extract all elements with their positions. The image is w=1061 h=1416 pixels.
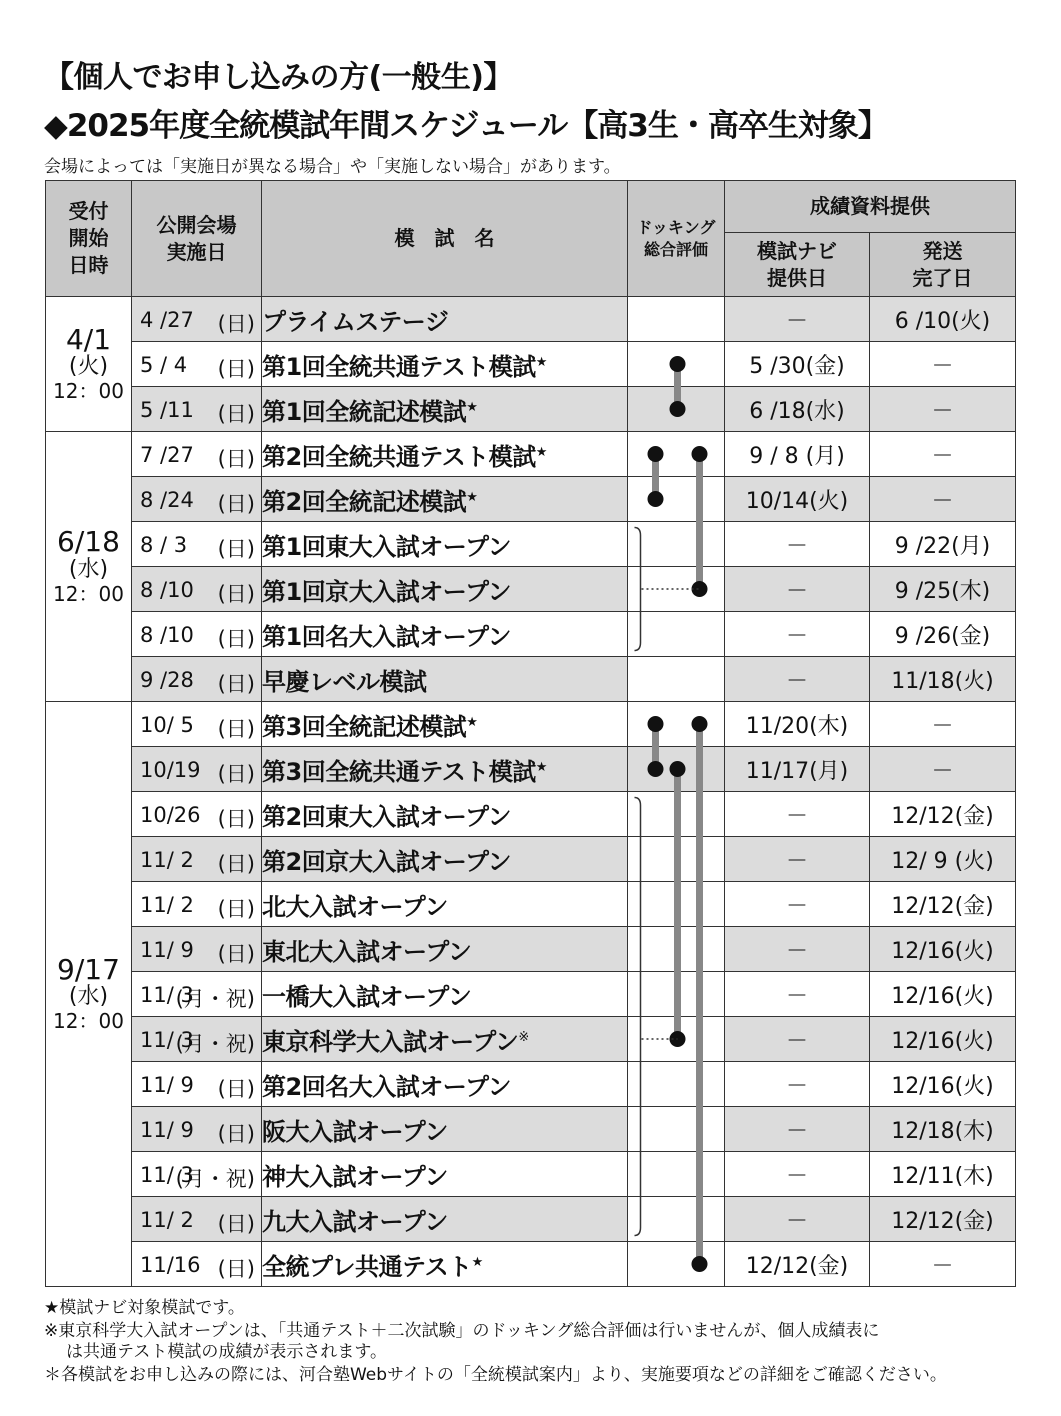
send-date: 12/11(木) <box>870 1152 1016 1197</box>
send-date: － <box>870 432 1016 477</box>
footnote-kome-1: ※東京科学大入試オープンは、「共通テスト＋二次試験」のドッキング総合評価は行いませんが、個人成績表に <box>44 1321 880 1341</box>
exam-date: 5 / 4 <box>140 353 188 377</box>
exam-name-cell <box>262 1062 628 1107</box>
exam-date-cell <box>132 837 262 882</box>
send-date: 11/18(火) <box>870 657 1016 702</box>
exam-date: 11/ 3 <box>140 1028 194 1052</box>
send-date: － <box>870 702 1016 747</box>
reception-day: (火) <box>68 354 109 380</box>
exam-name: 一橋大入試オープン <box>262 982 472 1011</box>
navi-date: － <box>725 792 870 837</box>
exam-weekday: (月・祝) <box>175 987 255 1011</box>
table-row <box>46 387 1016 432</box>
table-row <box>46 882 1016 927</box>
exam-name: 第2回全統記述模試 <box>262 487 467 516</box>
exam-name: 東北大入試オープン <box>262 937 472 966</box>
table-row <box>46 477 1016 522</box>
docking-cell <box>628 1062 725 1107</box>
footnote-star: ★模試ナビ対象模試です。 <box>44 1298 245 1318</box>
exam-weekday: (日) <box>217 762 255 786</box>
send-date: － <box>870 1242 1016 1287</box>
navi-date: － <box>725 1062 870 1107</box>
exam-weekday: (日) <box>217 627 255 651</box>
reception-cell <box>46 297 132 432</box>
exam-name: 北大入試オープン <box>262 892 448 921</box>
exam-weekday: (日) <box>217 897 255 921</box>
send-date: 9 /25(木) <box>870 567 1016 612</box>
send-date: 12/12(金) <box>870 1197 1016 1242</box>
table-row <box>46 567 1016 612</box>
exam-date: 11/ 3 <box>140 1163 194 1187</box>
navi-date: － <box>725 297 870 342</box>
navi-date: － <box>725 972 870 1017</box>
exam-date: 8 /10 <box>140 623 194 647</box>
navi-date: 9 / 8 (月) <box>725 432 870 477</box>
exam-weekday: (日) <box>217 447 255 471</box>
exam-date: 11/ 9 <box>140 1073 194 1097</box>
send-date: 12/12(金) <box>870 792 1016 837</box>
exam-date-cell <box>132 432 262 477</box>
navi-date: － <box>725 837 870 882</box>
docking-cell <box>628 792 725 837</box>
exam-name-cell <box>262 1197 628 1242</box>
table-row <box>46 342 1016 387</box>
exam-date-cell <box>132 792 262 837</box>
reception-date: 4/1 <box>65 322 112 356</box>
exam-name: 第1回全統記述模試 <box>262 397 467 426</box>
navi-date: 11/17(月) <box>725 747 870 792</box>
docking-cell <box>628 612 725 657</box>
header-date: 公開会場 実施日 <box>132 181 262 297</box>
navi-date: － <box>725 927 870 972</box>
exam-weekday: (日) <box>217 357 255 381</box>
send-date: 12/18(木) <box>870 1107 1016 1152</box>
exam-name-cell <box>262 747 628 792</box>
exam-weekday: (日) <box>217 582 255 606</box>
docking-cell <box>628 972 725 1017</box>
exam-date: 10/ 5 <box>140 713 194 737</box>
table-row <box>46 1242 1016 1287</box>
exam-name-cell <box>262 1242 628 1287</box>
footnote-kome-2: は共通テスト模試の成績が表示されます。 <box>66 1342 387 1362</box>
exam-date-cell <box>132 1107 262 1152</box>
exam-date-cell <box>132 657 262 702</box>
table-row <box>46 612 1016 657</box>
table-row <box>46 702 1016 747</box>
table-row <box>46 1107 1016 1152</box>
exam-name-cell <box>262 657 628 702</box>
exam-name-cell <box>262 837 628 882</box>
docking-cell <box>628 297 725 342</box>
exam-date: 8 /10 <box>140 578 194 602</box>
exam-weekday: (日) <box>217 807 255 831</box>
navi-date: 11/20(木) <box>725 702 870 747</box>
exam-name-cell <box>262 297 628 342</box>
docking-cell <box>628 1152 725 1197</box>
exam-date: 10/26 <box>140 803 201 827</box>
exam-name: 早慶レベル模試 <box>262 667 427 696</box>
exam-name-cell <box>262 882 628 927</box>
navi-date: － <box>725 1197 870 1242</box>
exam-date-cell <box>132 477 262 522</box>
docking-cell <box>628 1017 725 1062</box>
exam-weekday: (日) <box>217 402 255 426</box>
send-date: － <box>870 747 1016 792</box>
exam-name-cell <box>262 1017 628 1062</box>
exam-date-cell <box>132 387 262 432</box>
exam-mark: ★ <box>535 444 547 460</box>
exam-date: 11/ 2 <box>140 1208 194 1232</box>
exam-date: 7 /27 <box>140 443 194 467</box>
exam-weekday: (日) <box>217 672 255 696</box>
exam-name-cell <box>262 702 628 747</box>
navi-date: 5 /30(金) <box>725 342 870 387</box>
reception-date: 6/18 <box>57 525 120 558</box>
exam-name-cell <box>262 792 628 837</box>
exam-name: 阪大入試オープン <box>262 1117 448 1146</box>
header-send: 発送 完了日 <box>870 233 1016 297</box>
navi-date: 6 /18(水) <box>725 387 870 432</box>
exam-date-cell <box>132 927 262 972</box>
exam-weekday: (日) <box>217 1212 255 1236</box>
exam-weekday: (日) <box>217 312 255 336</box>
exam-date: 10/19 <box>140 758 201 782</box>
exam-name: プライムステージ <box>262 307 449 336</box>
exam-name-cell <box>262 432 628 477</box>
table-row <box>46 837 1016 882</box>
navi-date: － <box>725 522 870 567</box>
exam-name: 第2回全統共通テスト模試 <box>262 442 536 471</box>
exam-date: 11/ 9 <box>140 938 194 962</box>
exam-date-cell <box>132 567 262 612</box>
exam-name: 第2回名大入試オープン <box>262 1072 512 1101</box>
exam-weekday: (日) <box>217 1077 255 1101</box>
exam-date: 11/ 9 <box>140 1118 194 1142</box>
docking-cell <box>628 882 725 927</box>
send-date: － <box>870 342 1016 387</box>
exam-date: 11/ 2 <box>140 893 194 917</box>
send-date: 12/16(火) <box>870 1062 1016 1107</box>
docking-cell <box>628 567 725 612</box>
navi-date: － <box>725 612 870 657</box>
exam-date: 5 /11 <box>140 398 194 422</box>
exam-name-cell <box>262 477 628 522</box>
reception-cell <box>46 702 132 1287</box>
exam-name: 第2回東大入試オープン <box>262 802 512 831</box>
exam-date-cell <box>132 972 262 1017</box>
exam-mark: ★ <box>466 714 478 730</box>
exam-date: 11/ 3 <box>140 983 194 1007</box>
table-row <box>46 972 1016 1017</box>
navi-date: － <box>725 567 870 612</box>
navi-date: 10/14(火) <box>725 477 870 522</box>
exam-weekday: (日) <box>217 717 255 741</box>
exam-name: 第1回東大入試オープン <box>262 532 512 561</box>
exam-mark: ★ <box>466 489 478 505</box>
exam-mark: ★ <box>466 399 478 415</box>
exam-name-cell <box>262 342 628 387</box>
reception-time: 12：00 <box>53 379 124 404</box>
exam-date-cell <box>132 882 262 927</box>
exam-weekday: (日) <box>217 942 255 966</box>
send-date: 6 /10(火) <box>870 297 1016 342</box>
navi-date: － <box>725 1107 870 1152</box>
exam-date: 9 /28 <box>140 668 194 692</box>
navi-date: － <box>725 1152 870 1197</box>
table-row <box>46 657 1016 702</box>
table-row <box>46 432 1016 477</box>
exam-name-cell <box>262 1152 628 1197</box>
exam-date-cell <box>132 1062 262 1107</box>
exam-weekday: (日) <box>217 852 255 876</box>
navi-date: － <box>725 1017 870 1062</box>
schedule-table <box>45 180 1016 1287</box>
exam-mark: ※ <box>518 1029 529 1045</box>
exam-name-cell <box>262 927 628 972</box>
docking-cell <box>628 387 725 432</box>
docking-cell <box>628 927 725 972</box>
table-row <box>46 1017 1016 1062</box>
exam-weekday: (日) <box>217 537 255 561</box>
exam-name: 全統プレ共通テスト <box>262 1252 472 1281</box>
header-navi: 模試ナビ 提供日 <box>725 233 870 297</box>
reception-cell <box>46 432 132 702</box>
exam-date-cell <box>132 747 262 792</box>
exam-date-cell <box>132 522 262 567</box>
exam-weekday: (日) <box>217 1257 255 1281</box>
exam-name: 第1回京大入試オープン <box>262 577 512 606</box>
table-row <box>46 792 1016 837</box>
exam-date: 4 /27 <box>140 308 194 332</box>
table-row <box>46 747 1016 792</box>
exam-name-cell <box>262 972 628 1017</box>
page-title-line2: ◆2025年度全統模試年間スケジュール【高3生・高卒生対象】 <box>44 108 888 144</box>
docking-cell <box>628 747 725 792</box>
exam-mark: ★ <box>535 354 547 370</box>
exam-name-cell <box>262 612 628 657</box>
exam-mark: ★ <box>471 1254 483 1270</box>
send-date: 12/16(火) <box>870 1017 1016 1062</box>
page-title-line1: 【個人でお申し込みの方(一般生)】 <box>44 60 513 95</box>
docking-cell <box>628 477 725 522</box>
exam-name: 第2回京大入試オープン <box>262 847 512 876</box>
exam-date-cell <box>132 1017 262 1062</box>
exam-weekday: (日) <box>217 492 255 516</box>
exam-name: 第1回名大入試オープン <box>262 622 512 651</box>
reception-day: (水) <box>68 556 109 582</box>
reception-date: 9/17 <box>57 952 120 986</box>
exam-weekday: (日) <box>217 1122 255 1146</box>
header-results: 成績資料提供 <box>725 181 1016 233</box>
send-date: 12/16(火) <box>870 927 1016 972</box>
table-row <box>46 1152 1016 1197</box>
exam-date-cell <box>132 702 262 747</box>
navi-date: 12/12(金) <box>725 1242 870 1287</box>
table-row <box>46 522 1016 567</box>
exam-name: 第3回全統記述模試 <box>262 712 467 741</box>
docking-cell <box>628 657 725 702</box>
venue-note: 会場によっては「実施日が異なる場合」や「実施しない場合」があります。 <box>44 157 621 177</box>
exam-date: 8 /24 <box>140 488 194 512</box>
docking-cell <box>628 342 725 387</box>
exam-name-cell <box>262 522 628 567</box>
send-date: 9 /22(月) <box>870 522 1016 567</box>
navi-date: － <box>725 657 870 702</box>
docking-cell <box>628 702 725 747</box>
exam-weekday: (月・祝) <box>175 1032 255 1056</box>
docking-cell <box>628 837 725 882</box>
exam-date: 11/16 <box>140 1253 201 1277</box>
exam-date-cell <box>132 342 262 387</box>
docking-cell <box>628 432 725 477</box>
table-row <box>46 297 1016 342</box>
send-date: 12/16(火) <box>870 972 1016 1017</box>
exam-name: 神大入試オープン <box>262 1162 448 1191</box>
reception-time: 12：00 <box>53 1009 124 1034</box>
send-date: 12/ 9 (火) <box>870 837 1016 882</box>
send-date: － <box>870 387 1016 432</box>
send-date: － <box>870 477 1016 522</box>
header-exam-name: 模 試 名 <box>262 181 628 297</box>
header-reception: 受付 開始 日時 <box>46 181 132 297</box>
exam-weekday: (月・祝) <box>175 1167 255 1191</box>
exam-name-cell <box>262 567 628 612</box>
table-row <box>46 1062 1016 1107</box>
docking-cell <box>628 1242 725 1287</box>
docking-cell <box>628 1197 725 1242</box>
navi-date: － <box>725 882 870 927</box>
exam-name-cell <box>262 387 628 432</box>
footnote-asterisk: ＊各模試をお申し込みの際には、河合塾Webサイトの「全統模試案内」より、実施要項などの詳細をご確認ください。 <box>44 1365 947 1385</box>
docking-cell <box>628 522 725 567</box>
exam-date-cell <box>132 1152 262 1197</box>
exam-date-cell <box>132 1242 262 1287</box>
exam-name: 第1回全統共通テスト模試 <box>262 352 536 381</box>
exam-name-cell <box>262 1107 628 1152</box>
reception-day: (水) <box>68 984 109 1010</box>
table-row <box>46 927 1016 972</box>
exam-date-cell <box>132 612 262 657</box>
exam-date: 11/ 2 <box>140 848 194 872</box>
exam-date-cell <box>132 297 262 342</box>
exam-name: 第3回全統共通テスト模試 <box>262 757 536 786</box>
docking-cell <box>628 1107 725 1152</box>
exam-name: 九大入試オープン <box>262 1207 448 1236</box>
send-date: 9 /26(金) <box>870 612 1016 657</box>
table-row <box>46 1197 1016 1242</box>
exam-date-cell <box>132 1197 262 1242</box>
reception-time: 12：00 <box>53 581 124 606</box>
header-docking: ドッキング 総合評価 <box>628 181 725 297</box>
send-date: 12/12(金) <box>870 882 1016 927</box>
exam-name: 東京科学大入試オープン <box>262 1027 519 1056</box>
exam-mark: ★ <box>535 759 547 775</box>
exam-date: 8 / 3 <box>140 533 188 557</box>
